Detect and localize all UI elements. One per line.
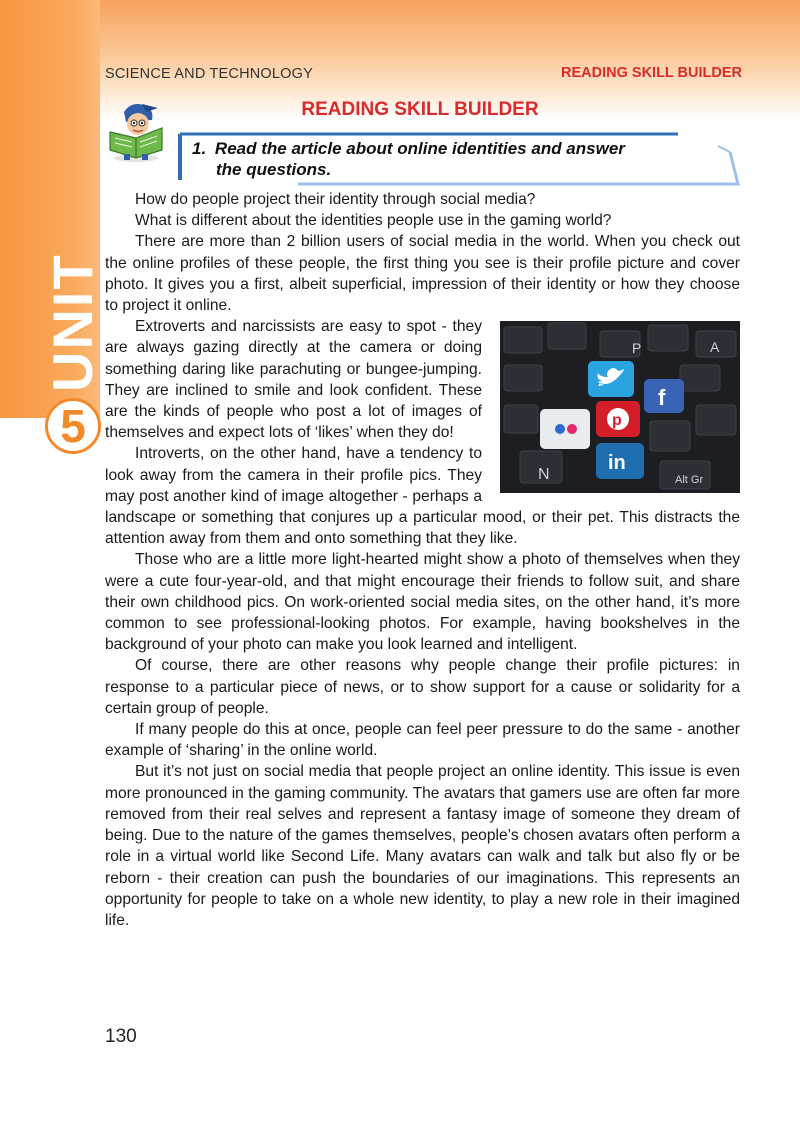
facebook-key-label: f (658, 385, 666, 411)
unit-label: UNIT (41, 253, 104, 392)
twitter-key-icon (588, 361, 634, 397)
instruction-text (192, 138, 732, 180)
linkedin-key-label: in (608, 452, 626, 475)
flickr-key-icon (540, 409, 590, 449)
unit-number-badge: 5 (45, 398, 101, 454)
pinterest-key-label: p (612, 412, 622, 430)
social-media-keyboard-image (500, 321, 740, 493)
key-label-a: A (710, 339, 720, 356)
pinterest-key (596, 401, 640, 437)
key-label-n: N (538, 466, 550, 484)
page-number: 130 (105, 1026, 137, 1047)
header-section: READING SKILL BUILDER (561, 65, 742, 81)
header-subject: SCIENCE AND TECHNOLOGY (105, 66, 313, 82)
paragraph-gaming: But it’s not just on social media that people project an online identity. This issue is even more pronounced in the gaming community. The avatars that gamers use are often far more removed from their real selves and represent a fantasy image of someone they dream of being. Due to the nature of the games themselves, people’s chosen avatars often perform a role in a virtual world like Second Life. Many avatars can walk and talk but also fly or be reborn - their creation can push the boundaries of our imaginations. This represents an opportunity for people to take on a whole new identity, to play a new role in their imagined life. (105, 763, 740, 929)
paragraph-peer-pressure: If many people do this at once, people can feel peer pressure to do the same - another example of ‘sharing’ in the online world. (105, 721, 740, 760)
paragraph-introverts: Introverts, on the other hand, have a tendency to look away from the camera in their profile pics. They may post another kind of image altogether - perhaps a landscape or something that conjures up a particular mood, or their pet. This distracts the attention away from them and onto something that they like. (105, 445, 740, 548)
facebook-key (644, 379, 684, 413)
paragraph-question-1: How do people project their identity through social media? (135, 191, 536, 208)
section-title: READING SKILL BUILDER (301, 99, 539, 120)
key-label-altgr: Alt Gr (675, 474, 704, 487)
instruction-line-2: the questions. (216, 160, 332, 179)
instruction-line-1: Read the article about online identities and answer (214, 139, 625, 158)
paragraph-light-hearted: Those who are a little more light-hearted might show a photo of themselves when they were a cute four-year-old, and that might encourage their friends to follow suit, and share their own childhood pics. On work-oriented social media sites, on the other hand, it’s more common to see professional-looking photos. For example, having bookshelves in the background of your photo can make you look learned and intelligent. (105, 551, 740, 654)
linkedin-key (596, 443, 644, 479)
paragraph-intro: There are more than 2 billion users of social media in the world. When you check out the online profiles of these people, the first thing you see is their profile picture and cover photo. It gives you a first, albeit superficial, impression of their identity or how they choose to project it online. (105, 233, 740, 315)
key-label-p: P (632, 340, 642, 357)
instruction-number: 1. (192, 139, 207, 158)
paragraph-question-2: What is different about the identities people use in the gaming world? (135, 212, 612, 230)
paragraph-other-reasons: Of course, there are other reasons why people change their profile pictures: in response to a particular piece of news, or to show support for a cause or solidarity for a certain group of people. (105, 657, 740, 717)
article-body (105, 189, 740, 931)
paragraph-extroverts: Extroverts and narcissists are easy to spot - they are always gazing directly at the camera or doing something daring like parachuting or bungee-jumping. They are inclined to smile and look confident. These are the kinds of people who post a lot of images of themselves and expect lots of ‘likes’ when they do! (105, 318, 482, 442)
